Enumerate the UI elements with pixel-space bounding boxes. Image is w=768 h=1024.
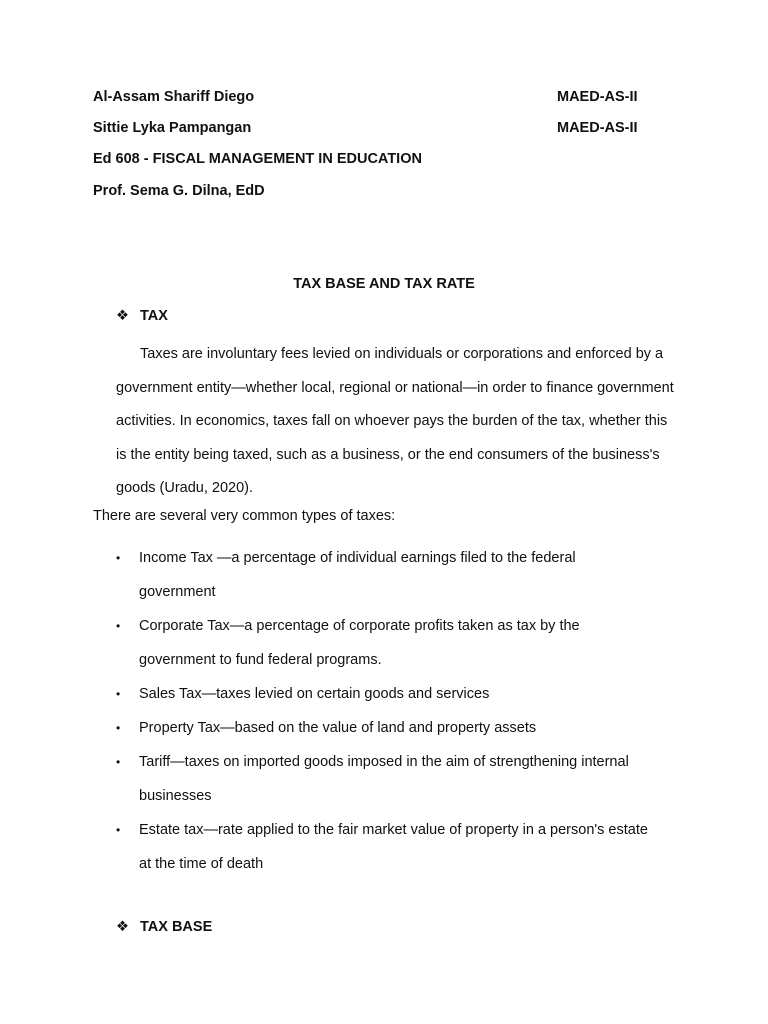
- list-item-text: Tariff—taxes on imported goods imposed in the aim of strengthening internal businesses: [139, 754, 629, 804]
- list-item: [116, 813, 656, 881]
- list-item-text: Property Tax—based on the value of land and property assets: [139, 720, 537, 736]
- list-item: [116, 541, 656, 609]
- list-item: [116, 745, 656, 813]
- author-program-1: MAED-AS-II: [557, 89, 638, 105]
- author-name-1: Al-Assam Shariff Diego: [93, 89, 255, 105]
- list-item: [116, 711, 656, 745]
- bullet-dot-icon: •: [116, 619, 121, 633]
- tax-definition-paragraph: Taxes are involuntary fees levied on individuals or corporations and enforced by a government entity—whether local, regional or national—in order to finance government activities. In economics, taxes fall on whoever pays the burden of the tax, whether this is the entity being taxed, such as a business, or the end consumers of the business's goods (Uradu, 2020).: [116, 346, 674, 496]
- diamond-bullet-icon: ❖: [116, 308, 129, 324]
- bullet-dot-icon: •: [116, 551, 121, 565]
- tax-types-list: [116, 541, 656, 881]
- section-heading-tax: [116, 307, 168, 325]
- section-heading-label: TAX BASE: [140, 919, 213, 935]
- bullet-dot-icon: •: [116, 755, 121, 769]
- list-item-text: Estate tax—rate applied to the fair market value of property in a person's estate at the time of death: [139, 822, 648, 872]
- course-title: Ed 608 - FISCAL MANAGEMENT IN EDUCATION: [93, 151, 422, 167]
- types-intro: There are several very common types of taxes:: [93, 508, 396, 524]
- list-item-text: Income Tax —a percentage of individual earnings filed to the federal government: [139, 550, 576, 600]
- diamond-bullet-icon: ❖: [116, 919, 129, 935]
- list-item-text: Corporate Tax—a percentage of corporate profits taken as tax by the government to fund federal programs.: [139, 618, 580, 668]
- bullet-dot-icon: •: [116, 687, 121, 701]
- document-title: TAX BASE AND TAX RATE: [293, 276, 475, 292]
- section-heading-label: TAX: [140, 308, 168, 324]
- author-program-2: MAED-AS-II: [557, 120, 638, 136]
- list-item-text: Sales Tax—taxes levied on certain goods and services: [139, 686, 490, 702]
- professor-name: Prof. Sema G. Dilna, EdD: [93, 183, 265, 199]
- section-heading-tax-base: [116, 918, 212, 936]
- list-item: [116, 677, 656, 711]
- bullet-dot-icon: •: [116, 823, 121, 837]
- bullet-dot-icon: •: [116, 721, 121, 735]
- list-item: [116, 609, 656, 677]
- author-name-2: Sittie Lyka Pampangan: [93, 120, 252, 136]
